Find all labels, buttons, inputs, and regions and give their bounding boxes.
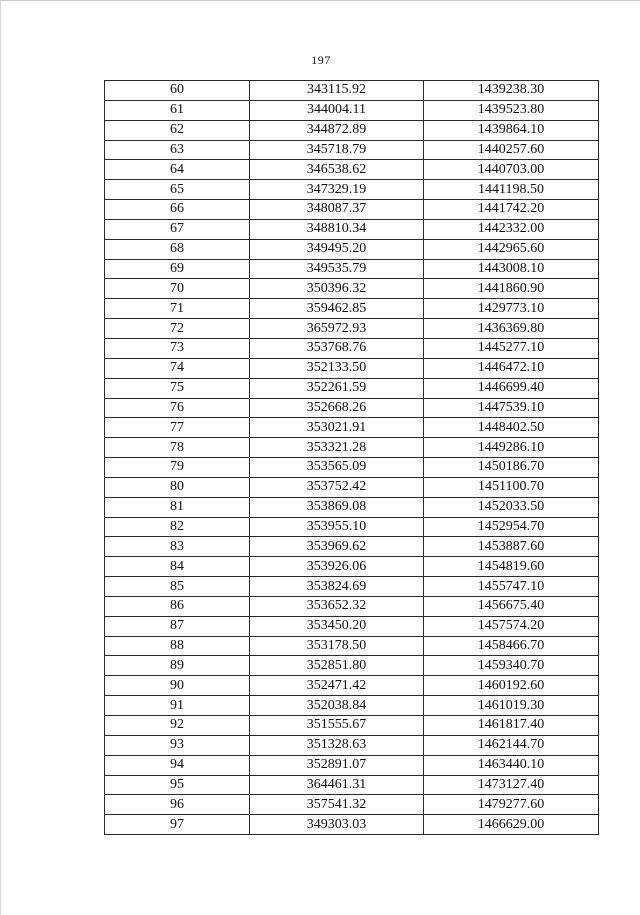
y-coordinate-cell: 1463440.10 <box>424 755 599 775</box>
table-row <box>105 319 599 339</box>
y-coordinate-cell: 1441198.50 <box>424 180 599 200</box>
x-coordinate-cell: 343115.92 <box>250 81 424 101</box>
point-number-cell: 97 <box>105 815 250 835</box>
y-coordinate-cell: 1455747.10 <box>424 577 599 597</box>
point-number-cell: 74 <box>105 358 250 378</box>
table-row <box>105 735 599 755</box>
table-row <box>105 259 599 279</box>
table-row <box>105 815 599 835</box>
table-row <box>105 458 599 478</box>
point-number-cell: 60 <box>105 81 250 101</box>
table-row <box>105 338 599 358</box>
table-row <box>105 775 599 795</box>
x-coordinate-cell: 349535.79 <box>250 259 424 279</box>
table-row <box>105 577 599 597</box>
point-number-cell: 83 <box>105 537 250 557</box>
point-number-cell: 86 <box>105 596 250 616</box>
x-coordinate-cell: 353450.20 <box>250 616 424 636</box>
y-coordinate-cell: 1446699.40 <box>424 378 599 398</box>
y-coordinate-cell: 1440257.60 <box>424 140 599 160</box>
x-coordinate-cell: 365972.93 <box>250 319 424 339</box>
table-row <box>105 438 599 458</box>
point-number-cell: 65 <box>105 180 250 200</box>
y-coordinate-cell: 1443008.10 <box>424 259 599 279</box>
point-number-cell: 77 <box>105 418 250 438</box>
x-coordinate-cell: 353321.28 <box>250 438 424 458</box>
x-coordinate-cell: 345718.79 <box>250 140 424 160</box>
point-number-cell: 62 <box>105 120 250 140</box>
x-coordinate-cell: 353969.62 <box>250 537 424 557</box>
y-coordinate-cell: 1452033.50 <box>424 497 599 517</box>
x-coordinate-cell: 352851.80 <box>250 656 424 676</box>
y-coordinate-cell: 1450186.70 <box>424 458 599 478</box>
y-coordinate-cell: 1441860.90 <box>424 279 599 299</box>
point-number-cell: 75 <box>105 378 250 398</box>
y-coordinate-cell: 1456675.40 <box>424 596 599 616</box>
y-coordinate-cell: 1462144.70 <box>424 735 599 755</box>
y-coordinate-cell: 1439238.30 <box>424 81 599 101</box>
table-row <box>105 120 599 140</box>
y-coordinate-cell: 1441742.20 <box>424 200 599 220</box>
y-coordinate-cell: 1442965.60 <box>424 239 599 259</box>
table-row <box>105 676 599 696</box>
point-number-cell: 73 <box>105 338 250 358</box>
point-number-cell: 67 <box>105 219 250 239</box>
table-row <box>105 696 599 716</box>
table-row <box>105 656 599 676</box>
y-coordinate-cell: 1449286.10 <box>424 438 599 458</box>
y-coordinate-cell: 1451100.70 <box>424 477 599 497</box>
table-row <box>105 81 599 101</box>
y-coordinate-cell: 1459340.70 <box>424 656 599 676</box>
point-number-cell: 91 <box>105 696 250 716</box>
point-number-cell: 80 <box>105 477 250 497</box>
table-row <box>105 418 599 438</box>
point-number-cell: 94 <box>105 755 250 775</box>
y-coordinate-cell: 1461019.30 <box>424 696 599 716</box>
point-number-cell: 78 <box>105 438 250 458</box>
x-coordinate-cell: 351328.63 <box>250 735 424 755</box>
point-number-cell: 72 <box>105 319 250 339</box>
point-number-cell: 82 <box>105 517 250 537</box>
y-coordinate-cell: 1439523.80 <box>424 100 599 120</box>
coordinates-table-body <box>105 81 599 835</box>
point-number-cell: 84 <box>105 557 250 577</box>
point-number-cell: 76 <box>105 398 250 418</box>
y-coordinate-cell: 1429773.10 <box>424 299 599 319</box>
point-number-cell: 88 <box>105 636 250 656</box>
point-number-cell: 87 <box>105 616 250 636</box>
y-coordinate-cell: 1448402.50 <box>424 418 599 438</box>
y-coordinate-cell: 1457574.20 <box>424 616 599 636</box>
x-coordinate-cell: 353824.69 <box>250 577 424 597</box>
coordinates-table <box>104 80 599 835</box>
y-coordinate-cell: 1454819.60 <box>424 557 599 577</box>
y-coordinate-cell: 1473127.40 <box>424 775 599 795</box>
y-coordinate-cell: 1447539.10 <box>424 398 599 418</box>
table-row <box>105 716 599 736</box>
y-coordinate-cell: 1461817.40 <box>424 716 599 736</box>
x-coordinate-cell: 348087.37 <box>250 200 424 220</box>
x-coordinate-cell: 359462.85 <box>250 299 424 319</box>
x-coordinate-cell: 364461.31 <box>250 775 424 795</box>
x-coordinate-cell: 352891.07 <box>250 755 424 775</box>
point-number-cell: 96 <box>105 795 250 815</box>
point-number-cell: 90 <box>105 676 250 696</box>
table-row <box>105 180 599 200</box>
table-row <box>105 636 599 656</box>
table-row <box>105 497 599 517</box>
x-coordinate-cell: 352133.50 <box>250 358 424 378</box>
x-coordinate-cell: 344004.11 <box>250 100 424 120</box>
table-row <box>105 378 599 398</box>
x-coordinate-cell: 346538.62 <box>250 160 424 180</box>
y-coordinate-cell: 1479277.60 <box>424 795 599 815</box>
x-coordinate-cell: 357541.32 <box>250 795 424 815</box>
point-number-cell: 85 <box>105 577 250 597</box>
table-row <box>105 140 599 160</box>
y-coordinate-cell: 1458466.70 <box>424 636 599 656</box>
table-row <box>105 299 599 319</box>
y-coordinate-cell: 1466629.00 <box>424 815 599 835</box>
x-coordinate-cell: 353752.42 <box>250 477 424 497</box>
x-coordinate-cell: 349495.20 <box>250 239 424 259</box>
x-coordinate-cell: 350396.32 <box>250 279 424 299</box>
y-coordinate-cell: 1446472.10 <box>424 358 599 378</box>
y-coordinate-cell: 1445277.10 <box>424 338 599 358</box>
x-coordinate-cell: 348810.34 <box>250 219 424 239</box>
point-number-cell: 64 <box>105 160 250 180</box>
x-coordinate-cell: 347329.19 <box>250 180 424 200</box>
table-row <box>105 477 599 497</box>
table-row <box>105 537 599 557</box>
x-coordinate-cell: 352261.59 <box>250 378 424 398</box>
table-row <box>105 755 599 775</box>
table-row <box>105 160 599 180</box>
y-coordinate-cell: 1442332.00 <box>424 219 599 239</box>
point-number-cell: 66 <box>105 200 250 220</box>
point-number-cell: 95 <box>105 775 250 795</box>
x-coordinate-cell: 351555.67 <box>250 716 424 736</box>
x-coordinate-cell: 352668.26 <box>250 398 424 418</box>
x-coordinate-cell: 352471.42 <box>250 676 424 696</box>
y-coordinate-cell: 1439864.10 <box>424 120 599 140</box>
x-coordinate-cell: 349303.03 <box>250 815 424 835</box>
point-number-cell: 63 <box>105 140 250 160</box>
point-number-cell: 69 <box>105 259 250 279</box>
x-coordinate-cell: 353178.50 <box>250 636 424 656</box>
x-coordinate-cell: 353926.06 <box>250 557 424 577</box>
table-row <box>105 200 599 220</box>
table-row <box>105 398 599 418</box>
y-coordinate-cell: 1436369.80 <box>424 319 599 339</box>
x-coordinate-cell: 353565.09 <box>250 458 424 478</box>
point-number-cell: 89 <box>105 656 250 676</box>
table-row <box>105 219 599 239</box>
table-row <box>105 358 599 378</box>
table-row <box>105 100 599 120</box>
x-coordinate-cell: 353021.91 <box>250 418 424 438</box>
table-row <box>105 616 599 636</box>
point-number-cell: 68 <box>105 239 250 259</box>
x-coordinate-cell: 353768.76 <box>250 338 424 358</box>
table-row <box>105 557 599 577</box>
point-number-cell: 70 <box>105 279 250 299</box>
point-number-cell: 71 <box>105 299 250 319</box>
point-number-cell: 79 <box>105 458 250 478</box>
table-row <box>105 795 599 815</box>
y-coordinate-cell: 1460192.60 <box>424 676 599 696</box>
point-number-cell: 93 <box>105 735 250 755</box>
x-coordinate-cell: 353869.08 <box>250 497 424 517</box>
x-coordinate-cell: 353955.10 <box>250 517 424 537</box>
table-row <box>105 239 599 259</box>
point-number-cell: 61 <box>105 100 250 120</box>
table-row <box>105 517 599 537</box>
table-row <box>105 279 599 299</box>
x-coordinate-cell: 353652.32 <box>250 596 424 616</box>
point-number-cell: 92 <box>105 716 250 736</box>
y-coordinate-cell: 1453887.60 <box>424 537 599 557</box>
point-number-cell: 81 <box>105 497 250 517</box>
y-coordinate-cell: 1440703.00 <box>424 160 599 180</box>
table-row <box>105 596 599 616</box>
y-coordinate-cell: 1452954.70 <box>424 517 599 537</box>
x-coordinate-cell: 352038.84 <box>250 696 424 716</box>
page-number: 197 <box>311 53 331 67</box>
x-coordinate-cell: 344872.89 <box>250 120 424 140</box>
